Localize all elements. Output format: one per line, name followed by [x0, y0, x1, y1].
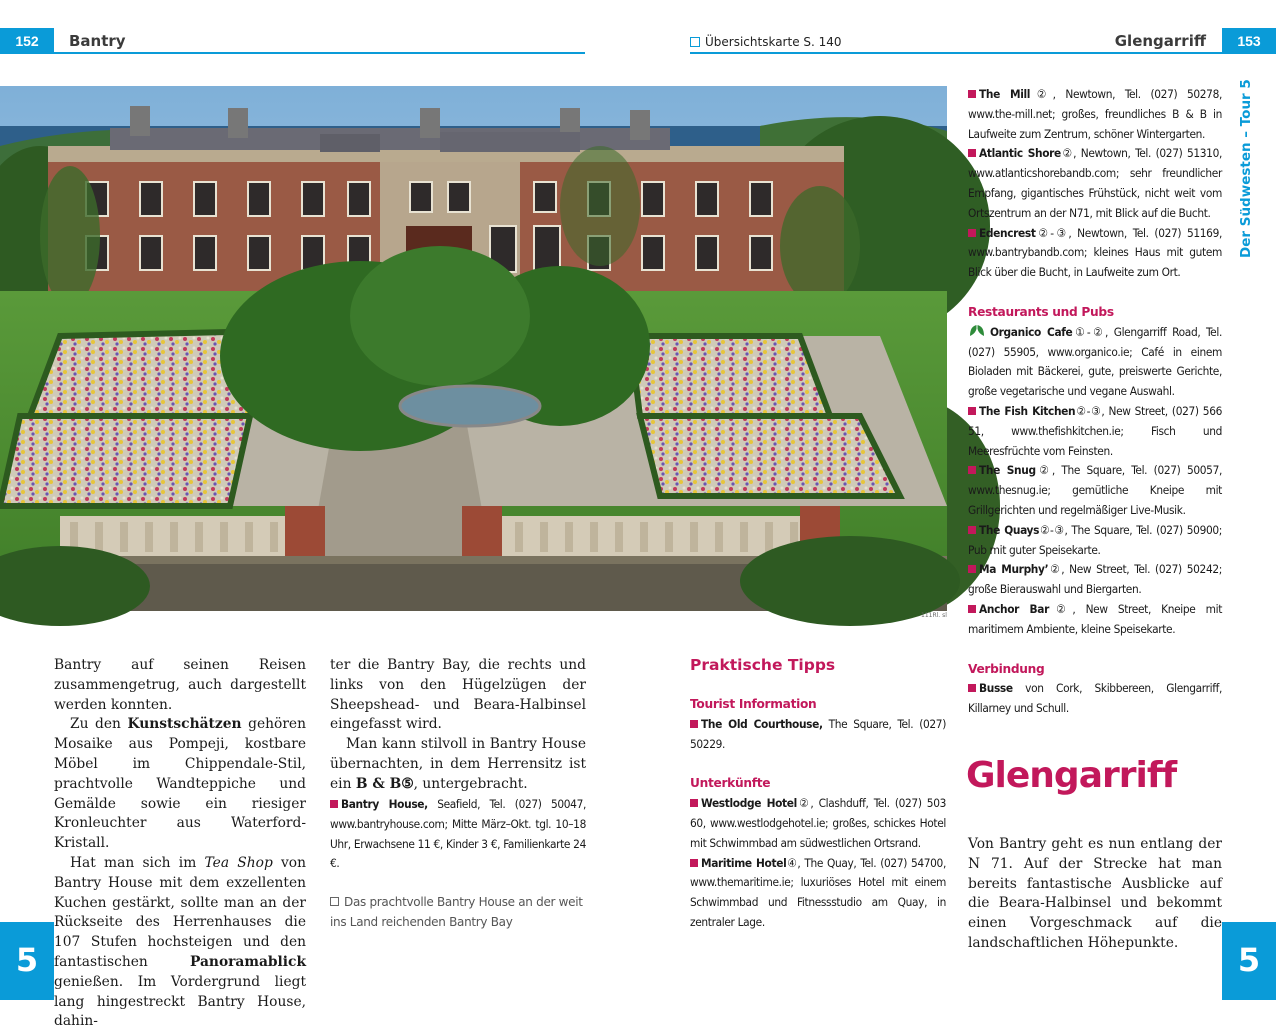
right-listing-column — [968, 85, 1222, 719]
list-item: Anchor Bar②, New Street, Kneipe mit maritimem Ambiente, kleine Speisekarte. — [968, 601, 1223, 636]
organic-leaf-icon — [968, 324, 986, 338]
bullet-icon — [968, 684, 976, 692]
bullet-icon — [330, 800, 338, 808]
list-item: The Fish Kitchen②-③, New Street, (027) 566 51, www.thefishkitchen.ie; Fisch und Meeresfrüchte vom Feinsten. — [968, 403, 1222, 458]
glengarriff-heading: Glengarriff — [966, 755, 1177, 796]
bullet-icon — [690, 799, 698, 807]
bullet-icon — [690, 720, 698, 728]
bullet-icon — [968, 149, 976, 157]
right-page-number: 153 — [1222, 28, 1276, 54]
paragraph: ter die Bantry Bay, die rechts und links von den Hügelzügen der Sheepshead- und Beara-Halbinsel eingefasst wird. — [330, 657, 586, 733]
accommodation-heading: Unterkünfte — [690, 776, 771, 791]
paragraph: Man kann stilvoll in Bantry House übernachten, in dem Herrensitz ist ein B & B⑤, untergebracht. — [330, 736, 586, 792]
tourist-info-heading: Tourist Information — [690, 697, 817, 711]
left-chapter-tab: 5 — [0, 922, 54, 1000]
photo-credit: 111Rl. sl — [921, 612, 947, 619]
bantry-house-listing: Bantry House, Seafield, Tel. (027) 50047, www.bantryhouse.com; Mitte März–Okt. tgl. 10–18 Uhr, Erwachsene 11 €, Kinder 3 €, Familienkarte 24 €. — [330, 797, 586, 871]
bullet-icon — [968, 90, 976, 98]
map-reference[interactable] — [690, 35, 842, 49]
bullet-icon — [968, 466, 976, 474]
bullet-icon — [968, 526, 976, 534]
right-chapter-tab: 5 — [1222, 922, 1276, 1000]
list-item: Ma Murphy’②, New Street, Tel. (027) 50242; große Bierauswahl und Biergarten. — [968, 562, 1222, 597]
glengarriff-intro: Von Bantry geht es nun entlang der N 71. Auf der Strecke hat man bereits fantastische Ausblicke auf die Beara-Halbinsel und bekommt einen Vorgeschmack auf die landschaftlichen Höhepunkte. — [968, 836, 1222, 951]
paragraph: Bantry auf seinen Reisen zusammengetrug, auch dargestellt werden konnten. — [54, 657, 306, 713]
photo-caption: Das prachtvolle Bantry House an der weit ins Land reichenden Bantry Bay — [330, 895, 583, 929]
list-item: Maritime Hotel④, The Quay, Tel. (027) 54700, www.themaritime.ie; luxuriöses Hotel mit einem Schwimmbad und Fitnessstudio am Quay, in zentraler Lage. — [690, 855, 946, 929]
list-item: The Snug②, The Square, Tel. (027) 50057, www.thesnug.ie; gemütliche Kneipe mit Grillgerichten und regelmäßiger Live-Musik. — [968, 463, 1222, 517]
left-running-title: Bantry — [69, 32, 126, 50]
right-running-title: Glengarriff — [1114, 32, 1206, 50]
list-item: Busse von Cork, Skibbereen, Glengarriff, Killarney und Schull. — [968, 681, 1222, 716]
paragraph: Hat man sich im Tea Shop von Bantry House mit dem exzellenten Kuchen gestärkt, sollte man an der Rückseite des Herrenhauses die 107 Stufen hochsteigen und den fantastischen Panoramablick genießen. Im Vordergrund liegt lang hingestreckt Bantry House, dahin- — [54, 854, 307, 1030]
list-item: The Quays②-③, The Square, Tel. (027) 50900; Pub mit guter Speisekarte. — [968, 522, 1223, 557]
bantry-house-illustration — [0, 86, 947, 611]
bantry-house-photo — [0, 86, 947, 611]
restaurants-heading: Restaurants und Pubs — [968, 304, 1114, 319]
map-square-icon — [690, 37, 700, 47]
right-header-rule — [690, 52, 1222, 54]
bullet-icon — [968, 407, 976, 415]
list-item: The Old Courthouse, The Square, Tel. (027) 50229. — [690, 716, 946, 751]
left-header-rule — [54, 52, 585, 54]
connection-heading: Verbindung — [968, 661, 1045, 676]
photo-caption-icon — [330, 897, 339, 906]
left-text-column — [54, 656, 306, 1032]
paragraph: Zu den Kunstschätzen gehören Mosaike aus Pompeji, kostbare Möbel im Chippendale-Stil, prachtvolle Wandteppiche und Gemälde sowie ein riesiger Kronleuchter aus Waterford-Kristall. — [54, 716, 306, 852]
list-item: Atlantic Shore②, Newtown, Tel. (027) 51310, www.atlanticshorebandb.com; sehr freundlicher Empfang, gigantisches Frühstück, nicht weit vom Ortszentrum an der N71, mit Blick auf die Bucht. — [968, 146, 1222, 220]
map-reference-text: Übersichtskarte S. 140 — [705, 35, 842, 49]
list-item: Westlodge Hotel②, Clashduff, Tel. (027) 503 60, www.westlodgehotel.ie; großes, schickes Hotel mit Schwimmbad am südwestlichen Ortsrand. — [690, 796, 947, 850]
bullet-icon — [968, 565, 976, 573]
middle-text-column — [330, 656, 586, 795]
practical-tips-column — [690, 695, 946, 933]
list-item: Organico Cafe①-②, Glengarriff Road, Tel. (027) 55905, www.organico.ie; Café in einem Bioladen mit Bäckerei, gute, preiswerte Gerichte, große vegetarische und vegane Auswahl. — [968, 324, 1222, 399]
left-page-number: 152 — [0, 28, 54, 54]
bullet-icon — [968, 229, 976, 237]
bullet-icon — [690, 859, 698, 867]
bullet-icon — [968, 605, 976, 613]
practical-tips-heading: Praktische Tipps — [690, 656, 836, 674]
chapter-side-label: Der Südwesten – Tour 5 — [1238, 79, 1254, 258]
list-item: The Mill②, Newtown, Tel. (027) 50278, www.the-mill.net; großes, freundliches B & B in Laufweite zum Zentrum, schöner Wintergarten. — [968, 87, 1223, 141]
list-item: Edencrest②-③, Newtown, Tel. (027) 51169, www.bantrybandb.com; kleines Haus mit gutem Blick über die Bucht, in Laufweite zum Ort. — [968, 225, 1222, 280]
